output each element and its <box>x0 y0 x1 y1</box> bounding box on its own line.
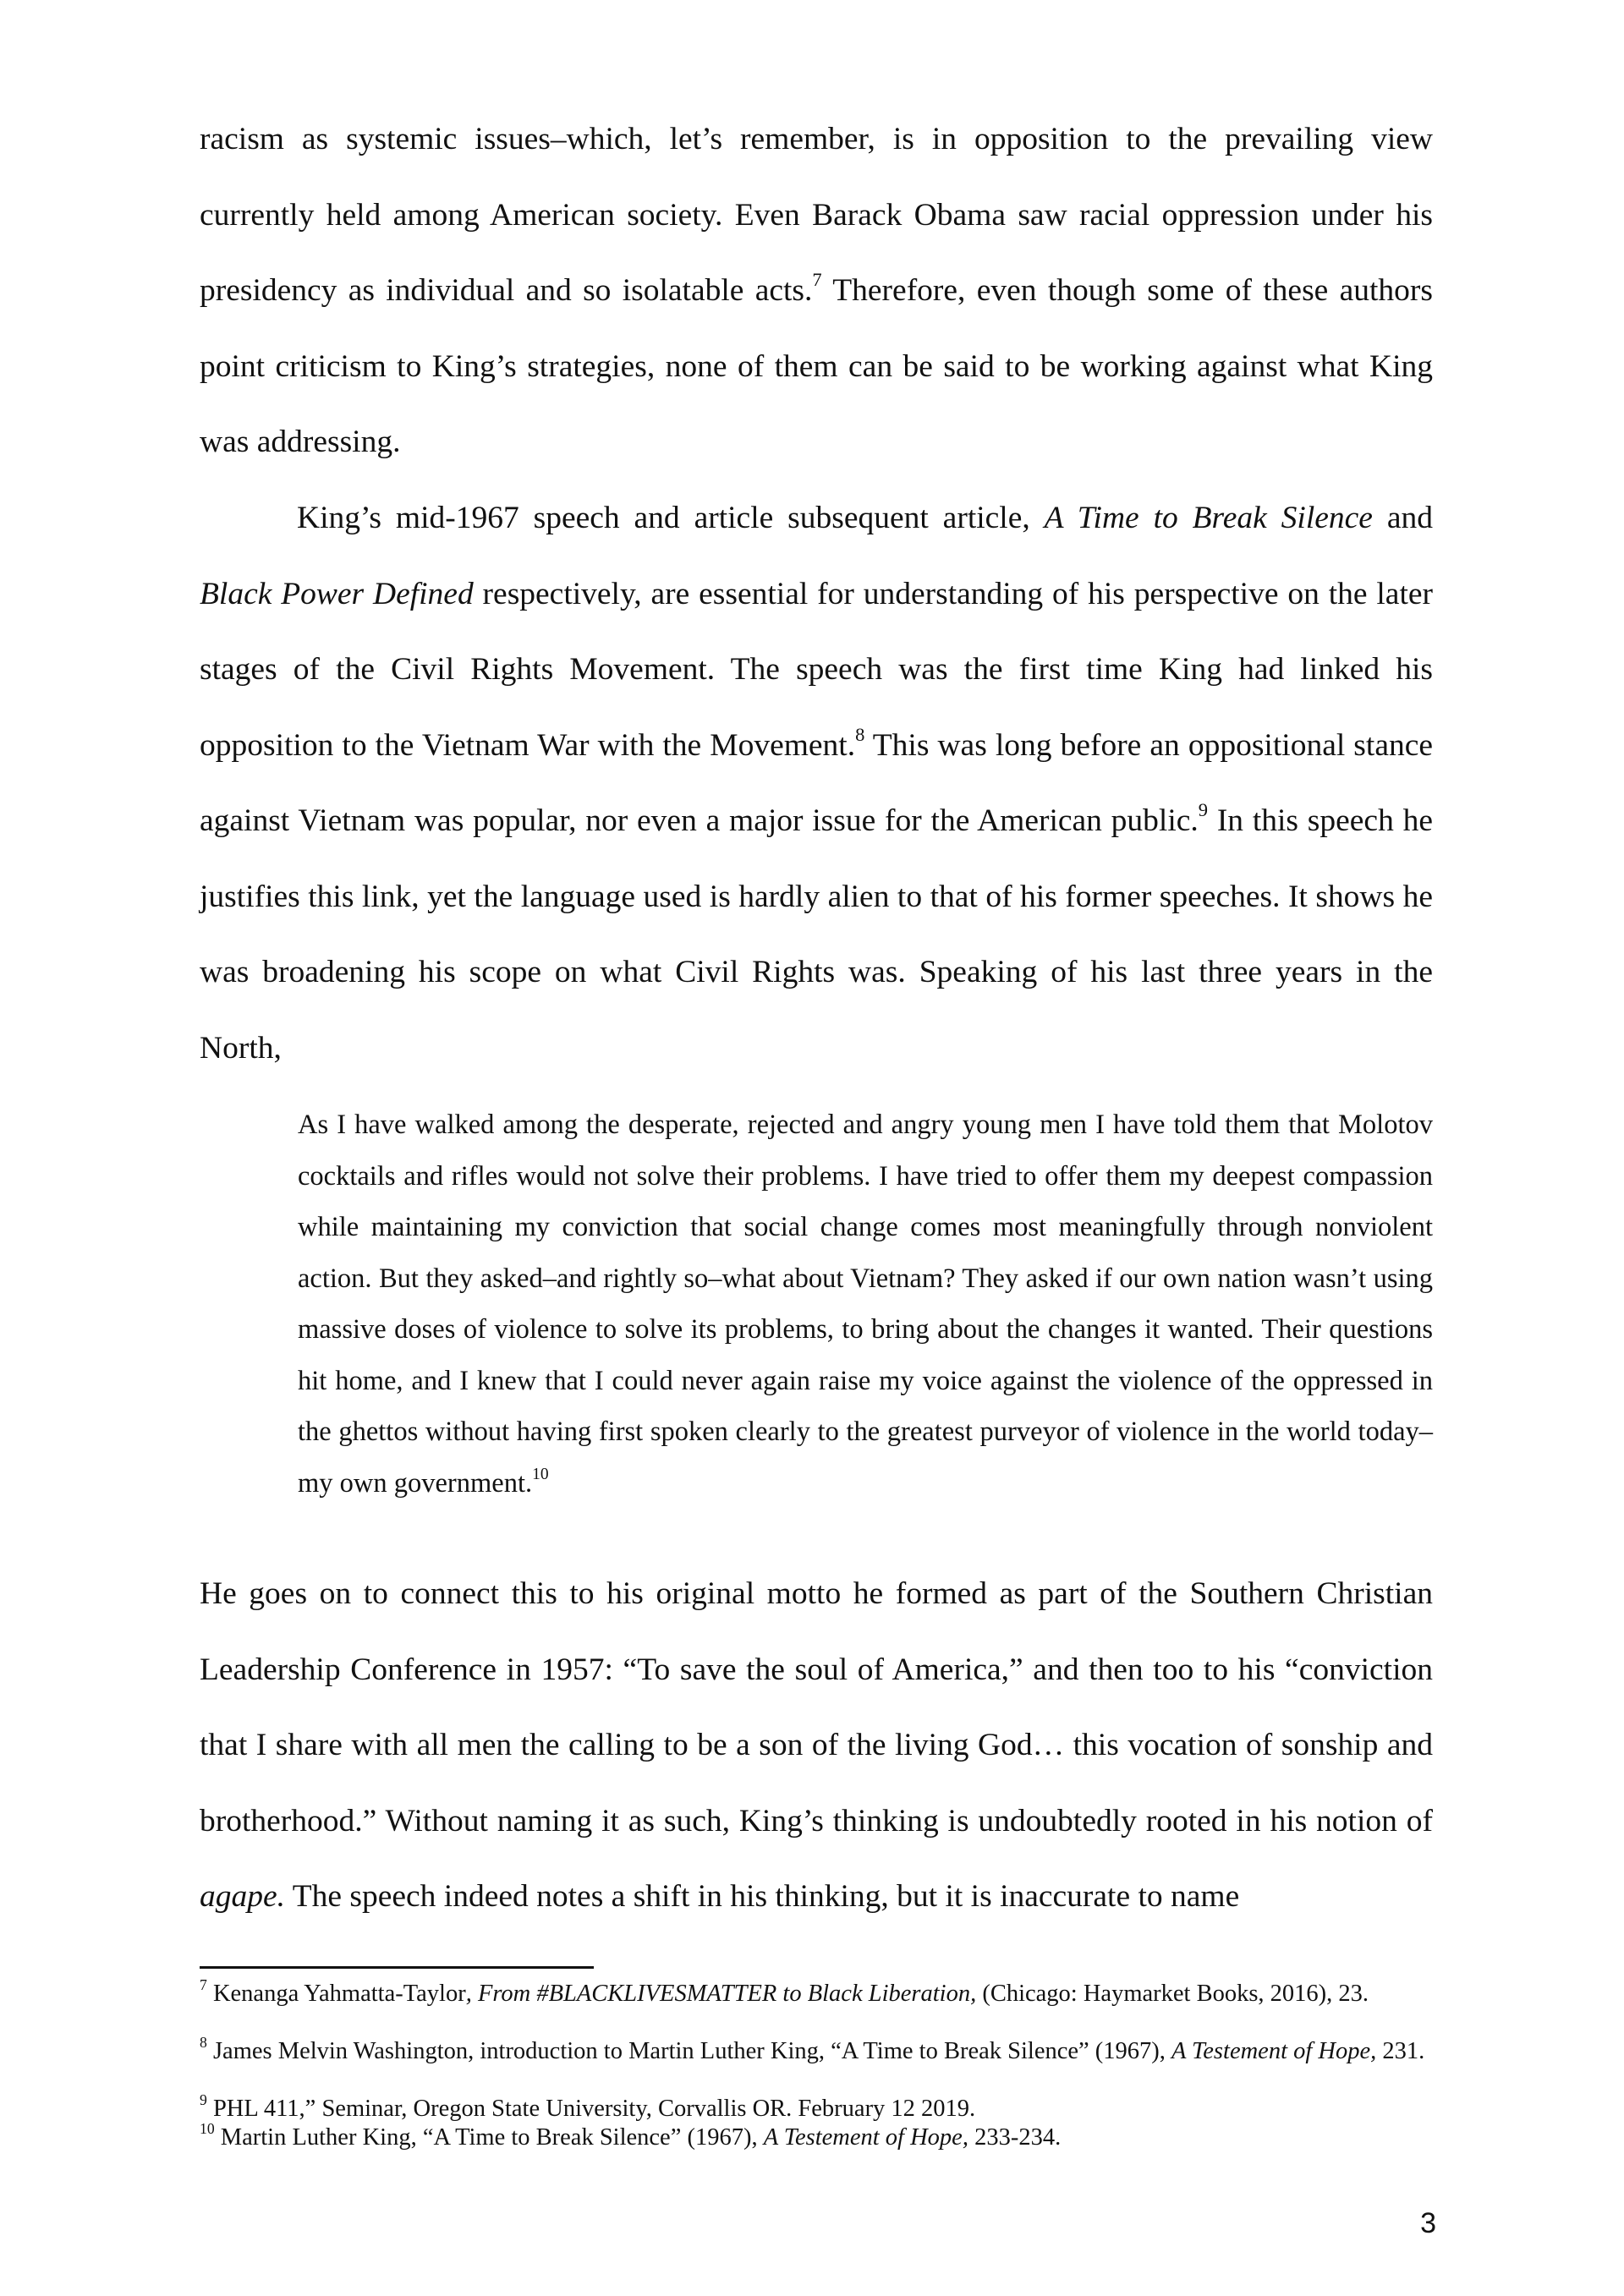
footnote-ref-10: 10 <box>532 1465 549 1483</box>
para2-text-a: King’s mid-1967 speech and article subsequent article, <box>297 501 1045 535</box>
footnote-text: James Melvin Washington, introduction to Martin Luther King, “A Time to Break Silence” (1967), <box>206 2038 1172 2064</box>
para3-text-a: He goes on to connect this to his original motto he formed as part of the Southern Christian Leadership Conference in 1957: “To save the soul of America,” and then too to his “conviction that I share with all men the calling to be a son of the living God… this vocation of sonship and brotherhood.” Without naming it as such, King’s thinking is undoubtedly rooted in his notion of <box>200 1576 1433 1838</box>
block-quote <box>298 1099 1433 1509</box>
footnote-9 <box>200 2091 1433 2123</box>
page-number: 3 <box>1420 2207 1436 2239</box>
para2-text-d: This was long before an oppositional stance against Vietnam was popular, nor even a major issue for the American public. <box>200 727 1434 838</box>
footnote-ref-7: 7 <box>812 269 822 291</box>
footnote-text: Martin Luther King, “A Time to Break Silence” (1967), <box>214 2124 764 2151</box>
footnote-text-end: 231. <box>1376 2038 1425 2064</box>
block-quote-text: As I have walked among the desperate, rejected and angry young men I have told them that Molotov cocktails and rifles would not solve their problems. I have tried to offer them my deepest compassion while maintaining my conviction that social change comes most meaningfully through nonviolent action. But they asked–and rightly so–what about Vietnam? They asked if our own nation wasn’t using massive doses of violence to solve its problems, to bring about the changes it wanted. Their questions hit home, and I knew that I could never again raise my voice against the violence of the oppressed in the ghettos without having first spoken clearly to the greatest purveyor of violence in the world today–my own government. <box>298 1110 1433 1499</box>
footnote-ref-9: 9 <box>1198 799 1209 821</box>
speech-title-italic: A Time to Break Silence <box>1044 501 1373 535</box>
article-title-italic: Black Power Defined <box>200 576 474 611</box>
footnote-ref-8: 8 <box>855 723 865 745</box>
footnote-italic: , From #BLACKLIVESMATTER to Black Liberation, <box>465 1981 977 2007</box>
para1-text-b: Therefore, even though some of these authors point criticism to King’s strategies, none of them can be said to be working against what King was addressing. <box>200 273 1434 459</box>
footnote-number: 9 <box>200 2091 207 2108</box>
footnote-8 <box>200 2033 1433 2066</box>
agape-italic: agape. <box>200 1879 286 1914</box>
body-paragraph-2 <box>200 480 1433 1086</box>
footnote-text: Kenanga Yahmatta-Taylor <box>206 1981 466 2007</box>
footnote-italic: A Testement of Hope, <box>763 2124 968 2151</box>
body-paragraph-3 <box>200 1556 1433 1935</box>
para2-text-b: and <box>1372 501 1433 535</box>
footnote-number: 7 <box>200 1975 207 1993</box>
footnote-italic: A Testement of Hope, <box>1171 2038 1377 2064</box>
footnote-text-end: 233-234. <box>968 2124 1062 2151</box>
para1-text-a: racism as systemic issues–which, let’s remember, is in opposition to the prevailing view currently held among American society. Even Barack Obama saw racial oppression under his presidency as individual and so isolatable acts. <box>200 122 1433 308</box>
para2-text-c: respectively, are essential for understanding of his perspective on the later stages of the Civil Rights Movement. The speech was the first time King had linked his opposition to the Vietnam War with the Movement. <box>200 576 1433 763</box>
footnote-10 <box>200 2119 1433 2152</box>
para3-text-b: The speech indeed notes a shift in his thinking, but it is inaccurate to name <box>285 1879 1240 1914</box>
footnote-number: 8 <box>200 2033 207 2051</box>
body-paragraph-1 <box>200 101 1433 480</box>
footnote-7 <box>200 1975 1433 2008</box>
footnote-separator <box>200 1966 594 1969</box>
footnote-number: 10 <box>200 2119 215 2137</box>
para2-text-e: In this speech he justifies this link, yet the language used is hardly alien to that of his former speeches. It shows he was broadening his scope on what Civil Rights was. Speaking of his last three years in the North, <box>200 803 1433 1066</box>
footnote-text-end: (Chicago: Haymarket Books, 2016), 23. <box>976 1981 1369 2007</box>
footnote-text: PHL 411,” Seminar, Oregon State University, Corvallis OR. February 12 2019. <box>206 2096 976 2122</box>
